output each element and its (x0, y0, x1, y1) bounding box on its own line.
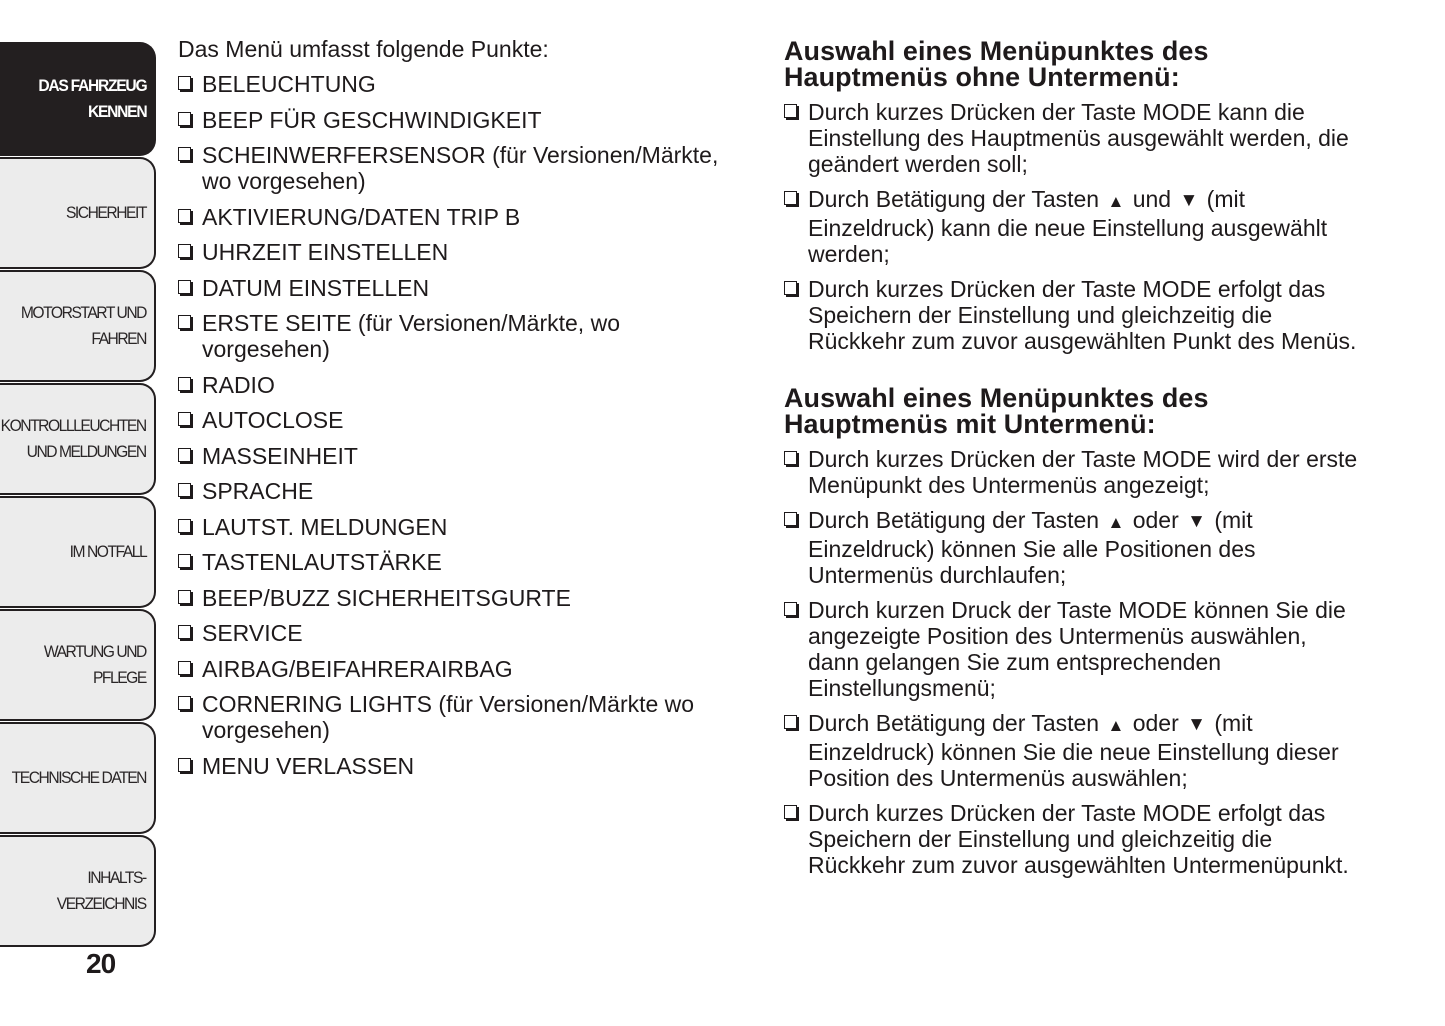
menu-item-name: AUTOCLOSE (202, 407, 344, 433)
menu-item-name: ERSTE SEITE (202, 310, 352, 336)
checkbox-bullet-icon (784, 104, 797, 118)
instruction-list (784, 99, 1364, 354)
checkbox-bullet-icon (784, 512, 797, 526)
chapter-tab-label: IM NOTFALL (69, 542, 146, 561)
checkbox-bullet-icon (178, 244, 191, 258)
instructions-column (784, 38, 1364, 909)
menu-list-item (178, 691, 738, 743)
instruction-step (784, 276, 1364, 354)
instruction-text: (mit Einzeldruck) können Sie alle Positionen des Untermenüs durchlaufen; (808, 507, 1256, 588)
section-heading: Auswahl eines Menüpunktes des Hauptmenüs mit Untermenü: (784, 383, 1209, 439)
checkbox-bullet-icon (178, 625, 191, 639)
checkbox-bullet-icon (178, 758, 191, 772)
checkbox-bullet-icon (178, 315, 191, 329)
chapter-tab-label: WARTUNG UND PFLEGE (44, 642, 146, 687)
menu-item-note: (für Versionen/Märkte, wo vorgesehen) (202, 310, 620, 362)
chapter-tab-label: MOTORSTART UND FAHREN (20, 303, 146, 348)
instruction-section (784, 385, 1364, 878)
menu-items-column (178, 36, 738, 788)
arrow-down-icon: ▼ (1187, 714, 1206, 735)
checkbox-bullet-icon (784, 191, 797, 205)
menu-item-name: LAUTST. MELDUNGEN (202, 513, 448, 540)
menu-list-item (178, 620, 738, 646)
instruction-text: Durch kurzes Drücken der Taste MODE erfolgt das Speichern der Einstellung und gleichzeitig die Rückkehr zum zuvor ausgewählten Punkt des Menüs. (808, 276, 1357, 354)
checkbox-bullet-icon (178, 412, 191, 426)
checkbox-bullet-icon (178, 519, 191, 533)
menu-item-name: BEEP/BUZZ SICHERHEITSGURTE (202, 584, 571, 611)
instruction-step (784, 710, 1364, 791)
instruction-step (784, 186, 1364, 267)
checkbox-bullet-icon (784, 281, 797, 295)
arrow-up-icon: ▲ (1107, 513, 1125, 532)
instruction-text: oder (1126, 507, 1186, 533)
menu-item-note: (für Versionen/Märkte, wo vorgesehen) (202, 142, 719, 194)
chapter-tab-label: SICHERHEIT (65, 203, 146, 222)
section-heading: Auswahl eines Menüpunktes des Hauptmenüs ohne Untermenü: (784, 36, 1209, 92)
menu-item-name: CORNERING LIGHTS (202, 691, 433, 717)
menu-item-name: MASSEINHEIT (202, 442, 358, 469)
chapter-tab-sicherheit[interactable] (0, 157, 156, 269)
instruction-text: Durch Betätigung der Tasten (808, 507, 1106, 533)
instruction-text: oder (1126, 710, 1186, 736)
menu-list-item (178, 372, 738, 398)
menu-list-item (178, 478, 738, 504)
checkbox-bullet-icon (178, 448, 191, 462)
chapter-tab-das-fahrzeug-kennen[interactable] (0, 42, 156, 156)
instruction-text: Durch kurzes Drücken der Taste MODE erfolgt das Speichern der Einstellung und gleichzeitig die Rückkehr zum zuvor ausgewählten Untermenüpunkt. (808, 800, 1349, 878)
chapter-tab-motorstart-und-fahren[interactable] (0, 270, 156, 382)
instruction-section (784, 38, 1364, 354)
instruction-step (784, 800, 1364, 878)
checkbox-bullet-icon (178, 696, 191, 710)
checkbox-bullet-icon (784, 602, 797, 616)
menu-item-name: AKTIVIERUNG/DATEN TRIP B (202, 203, 521, 230)
chapter-tab-inhalts-verzeichnis[interactable] (0, 835, 156, 947)
menu-list-item (178, 239, 738, 265)
instruction-text: und (1126, 186, 1178, 212)
menu-list-item (178, 549, 738, 575)
instruction-text: Durch Betätigung der Tasten (808, 710, 1106, 736)
instruction-text: (mit Einzeldruck) können Sie die neue Einstellung dieser Position des Untermenüs auswählen; (808, 710, 1339, 791)
menu-list-item (178, 514, 738, 540)
menu-list-item (178, 310, 738, 362)
menu-list-item (178, 142, 738, 194)
menu-list-item (178, 71, 738, 97)
checkbox-bullet-icon (178, 554, 191, 568)
menu-list-item (178, 204, 738, 230)
menu-item-name: RADIO (202, 371, 275, 398)
chapter-tab-wartung-und-pflege[interactable] (0, 609, 156, 721)
checkbox-bullet-icon (784, 451, 797, 465)
instruction-step (784, 446, 1364, 498)
menu-list-item (178, 753, 738, 779)
chapter-tab-kontrollleuchten-und-meldungen[interactable] (0, 383, 156, 495)
menu-list-item (178, 656, 738, 682)
menu-item-name: MENU VERLASSEN (202, 752, 415, 779)
instruction-text: Durch kurzes Drücken der Taste MODE wird der erste Menüpunkt des Untermenüs angezeigt; (808, 446, 1358, 498)
instruction-text: Durch Betätigung der Tasten (808, 186, 1106, 212)
menu-item-name: BELEUCHTUNG (202, 71, 376, 97)
arrow-up-icon: ▲ (1107, 192, 1125, 211)
menu-item-name: DATUM EINSTELLEN (202, 274, 430, 301)
menu-list-item (178, 407, 738, 433)
page-number: 20 (86, 948, 116, 979)
chapter-tab-technische-daten[interactable] (0, 722, 156, 834)
checkbox-bullet-icon (178, 147, 191, 161)
instruction-list (784, 446, 1364, 878)
checkbox-bullet-icon (178, 483, 191, 497)
checkbox-bullet-icon (178, 280, 191, 294)
chapter-tab-label: INHALTS- VERZEICHNIS (57, 868, 146, 913)
chapter-tab-label: DAS FAHRZEUG KENNEN (38, 76, 146, 121)
arrow-up-icon: ▲ (1107, 716, 1125, 735)
menu-list-item (178, 107, 738, 133)
menu-list-item (178, 275, 738, 301)
menu-intro: Das Menü umfasst folgende Punkte: (178, 36, 549, 62)
menu-list-item (178, 443, 738, 469)
arrow-down-icon: ▼ (1179, 190, 1199, 211)
menu-item-name: SERVICE (202, 620, 303, 646)
checkbox-bullet-icon (178, 661, 191, 675)
menu-item-name: BEEP FÜR GESCHWINDIGKEIT (202, 106, 542, 133)
checkbox-bullet-icon (178, 590, 191, 604)
menu-item-name: TASTENLAUTSTÄRKE (202, 549, 442, 575)
menu-item-name: AIRBAG/BEIFAHRERAIRBAG (202, 655, 513, 682)
chapter-tab-label: TECHNISCHE DATEN (11, 768, 146, 787)
menu-item-note: (für Versionen/Märkte wo vorgesehen) (202, 691, 695, 743)
checkbox-bullet-icon (178, 112, 191, 126)
checkbox-bullet-icon (178, 377, 191, 391)
menu-item-list (178, 71, 738, 779)
instruction-text: Durch kurzen Druck der Taste MODE können Sie die angezeigte Position des Untermenüs auswählen, dann gelangen Sie zum entsprechenden Einstellungsmenü; (808, 597, 1346, 701)
menu-item-name: SCHEINWERFERSENSOR (202, 142, 486, 168)
instruction-step (784, 99, 1364, 177)
menu-item-name: SPRACHE (202, 478, 314, 504)
checkbox-bullet-icon (178, 76, 191, 90)
checkbox-bullet-icon (784, 715, 797, 729)
chapter-tab-im-notfall[interactable] (0, 496, 156, 608)
checkbox-bullet-icon (178, 209, 191, 223)
chapter-tab-label: KONTROLLLEUCHTEN UND MELDUNGEN (0, 416, 146, 461)
arrow-down-icon: ▼ (1187, 511, 1206, 532)
instruction-text: (mit Einzeldruck) kann die neue Einstellung ausgewählt werden; (808, 186, 1328, 267)
menu-list-item (178, 585, 738, 611)
instruction-step (784, 597, 1364, 701)
checkbox-bullet-icon (784, 805, 797, 819)
menu-item-name: UHRZEIT EINSTELLEN (202, 239, 449, 265)
instruction-text: Durch kurzes Drücken der Taste MODE kann die Einstellung des Hauptmenüs ausgewählt werden, die geändert werden soll; (808, 99, 1349, 177)
chapter-tabs (0, 42, 158, 948)
instruction-step (784, 507, 1364, 588)
